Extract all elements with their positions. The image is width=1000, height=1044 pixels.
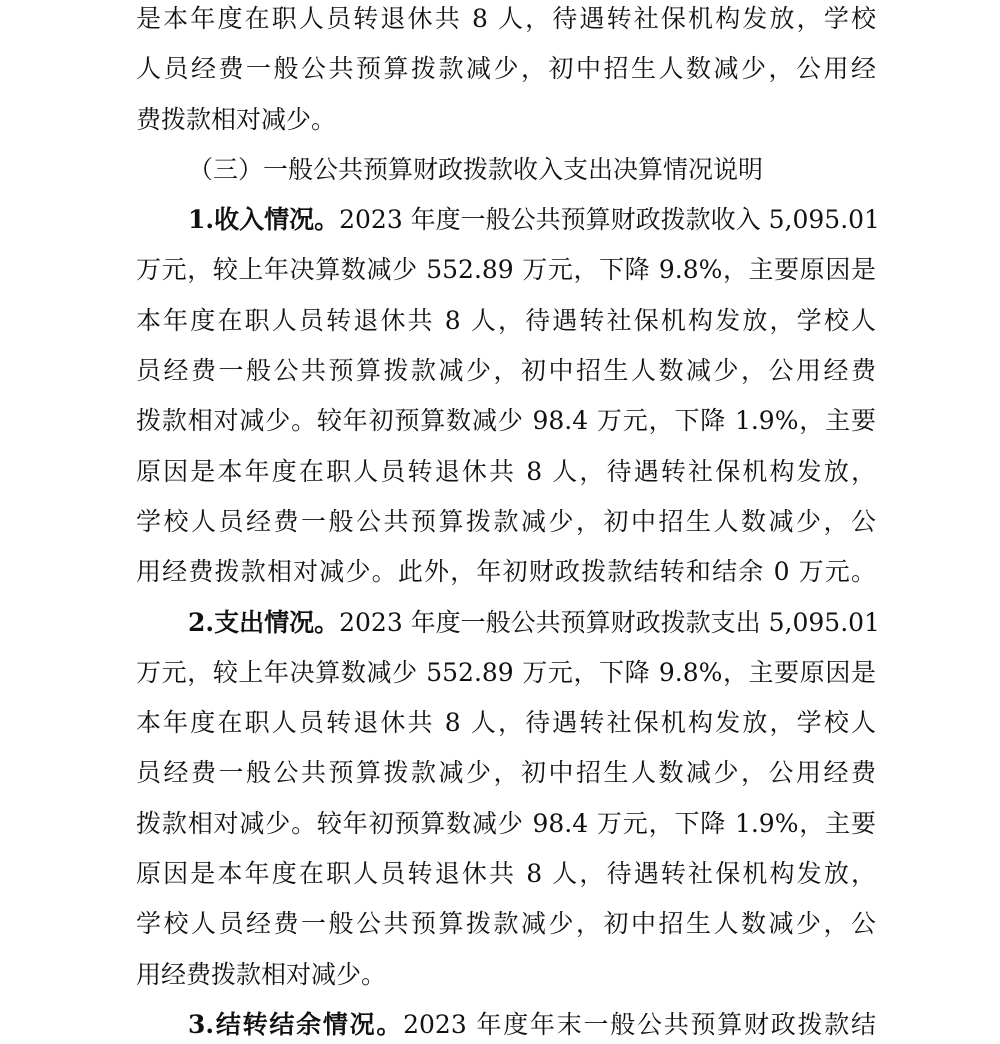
paragraph-line: 员经费一般公共预算拨款减少，初中招生人数减少，公用经费 — [136, 758, 876, 788]
income-first-line — [136, 195, 880, 245]
carryover-title: 3.结转结余情况。 — [188, 1009, 404, 1039]
paragraph-line: 拨款相对减少。较年初预算数减少 98.4 万元，下降 1.9%，主要 — [136, 406, 876, 436]
paragraph-line: 是本年度在职人员转退休共 8 人，待遇转社保机构发放，学校 — [136, 4, 876, 33]
expenditure-paragraph — [136, 598, 880, 1000]
paragraph-line: 本年度在职人员转退休共 8 人，待遇转社保机构发放，学校人 — [136, 305, 876, 335]
carryover-first-line — [136, 1000, 876, 1044]
paragraph-line: 人员经费一般公共预算拨款减少，初中招生人数减少，公用经 — [136, 54, 876, 84]
paragraph-line: 本年度在职人员转退休共 8 人，待遇转社保机构发放，学校人 — [136, 708, 876, 738]
paragraph-top — [136, 0, 876, 145]
paragraph-line: 学校人员经费一般公共预算拨款减少，初中招生人数减少，公 — [136, 506, 876, 536]
paragraph-line: 费拨款相对减少。 — [136, 104, 337, 134]
expenditure-first-line-text: 2023 年度一般公共预算财政拨款支出 5,095.01 — [339, 607, 880, 637]
paragraph-line: 万元，较上年决算数减少 552.89 万元，下降 9.8%，主要原因是 — [136, 657, 876, 687]
expenditure-first-line — [136, 598, 880, 648]
paragraph-line: 员经费一般公共预算拨款减少，初中招生人数减少，公用经费 — [136, 356, 876, 386]
carryover-paragraph — [136, 1000, 876, 1044]
paragraph-line: 拨款相对减少。较年初预算数减少 98.4 万元，下降 1.9%，主要 — [136, 808, 876, 838]
income-first-line-text: 2023 年度一般公共预算财政拨款收入 5,095.01 — [339, 205, 880, 235]
paragraph-line: 用经费拨款相对减少。此外，年初财政拨款结转和结余 0 万元。 — [136, 557, 876, 587]
income-paragraph — [136, 195, 880, 597]
paragraph-line: 万元，较上年决算数减少 552.89 万元，下降 9.8%，主要原因是 — [136, 255, 876, 285]
carryover-first-line-text: 2023 年度年末一般公共预算财政拨款结 — [403, 1009, 876, 1039]
document-body — [136, 0, 880, 1044]
section-heading: （三）一般公共预算财政拨款收入支出决算情况说明 — [188, 154, 764, 184]
paragraph-line: 学校人员经费一般公共预算拨款减少，初中招生人数减少，公 — [136, 909, 876, 939]
expenditure-title: 2.支出情况。 — [188, 607, 340, 637]
income-title: 1.收入情况。 — [188, 205, 340, 235]
paragraph-line: 用经费拨款相对减少。 — [136, 959, 387, 989]
paragraph-line: 原因是本年度在职人员转退休共 8 人，待遇转社保机构发放， — [136, 859, 876, 889]
paragraph-line: 原因是本年度在职人员转退休共 8 人，待遇转社保机构发放， — [136, 456, 876, 486]
